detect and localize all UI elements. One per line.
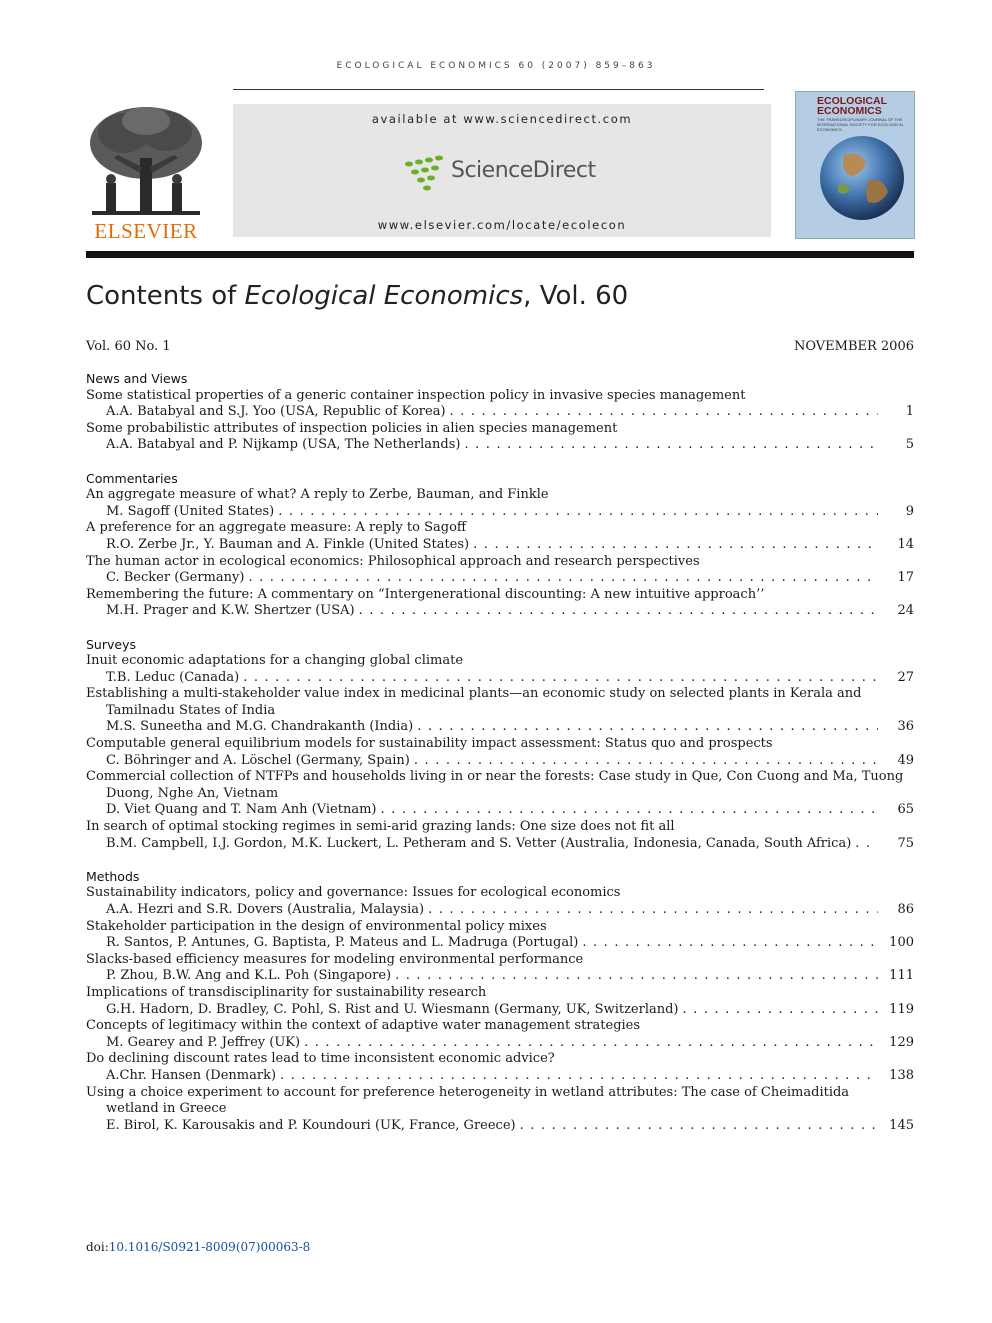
article-authors-line bbox=[86, 504, 914, 521]
article-authors: C. Becker (Germany) bbox=[106, 570, 245, 586]
article-authors: M. Gearey and P. Jeffrey (UK) bbox=[106, 1034, 301, 1050]
leader-dots bbox=[582, 935, 878, 952]
article-authors: A.A. Batabyal and S.J. Yoo (USA, Republic of Korea) bbox=[106, 404, 446, 420]
article-page-number[interactable]: 24 bbox=[897, 603, 914, 619]
section-heading: Commentaries bbox=[86, 470, 178, 486]
article-title[interactable]: Do declining discount rates lead to time inconsistent economic advice? bbox=[86, 1051, 555, 1067]
leader-dots bbox=[417, 719, 878, 736]
article-page-number[interactable]: 17 bbox=[897, 570, 914, 586]
leader-dots bbox=[278, 504, 878, 521]
article-page-number[interactable]: 65 bbox=[897, 802, 914, 818]
article-authors-line bbox=[86, 753, 914, 770]
article-title[interactable]: The human actor in ecological economics: Philosophical approach and research perspectives bbox=[86, 553, 700, 569]
doi-line: doi:10.1016/S0921-8009(07)00063-8 bbox=[86, 1240, 311, 1254]
section-heading: Surveys bbox=[86, 636, 136, 652]
article-page-number[interactable]: 129 bbox=[889, 1034, 914, 1050]
leader-dots bbox=[520, 1118, 878, 1135]
page-title: Contents of Ecological Economics, Vol. 60 bbox=[86, 281, 629, 311]
article-page-number[interactable]: 145 bbox=[889, 1117, 914, 1133]
article-authors: C. Böhringer and A. Löschel (Germany, Spain) bbox=[106, 752, 410, 768]
article-title[interactable]: Sustainability indicators, policy and governance: Issues for ecological economics bbox=[86, 885, 621, 901]
article-authors: B.M. Campbell, I.J. Gordon, M.K. Luckert, L. Petheram and S. Vetter (Australia, Indonesia, Canada, South Africa) bbox=[106, 835, 852, 851]
sciencedirect-logo bbox=[399, 150, 609, 194]
article-title[interactable]: An aggregate measure of what? A reply to Zerbe, Bauman, and Finkle bbox=[86, 487, 549, 503]
article-authors: M.H. Prager and K.W. Shertzer (USA) bbox=[106, 603, 355, 619]
article-title[interactable]: Using a choice experiment to account for preference heterogeneity in wetland attributes: The case of Cheimaditida bbox=[86, 1084, 850, 1100]
cover-subtitle: THE TRANSDISCIPLINARY JOURNAL OF THE INTERNATIONAL SOCIETY FOR ECOLOGICAL ECONOMICS bbox=[817, 117, 904, 132]
issue-date: NOVEMBER 2006 bbox=[793, 339, 914, 354]
section-heading: Methods bbox=[86, 868, 140, 884]
article-page-number[interactable]: 36 bbox=[897, 719, 914, 735]
article-title-continued[interactable]: Tamilnadu States of India bbox=[106, 702, 276, 718]
article-title[interactable]: Concepts of legitimacy within the context of adaptive water management strategies bbox=[86, 1018, 641, 1034]
available-at-text[interactable]: available at www.sciencedirect.com bbox=[371, 112, 633, 126]
leader-dots bbox=[280, 1068, 878, 1085]
article-page-number[interactable]: 100 bbox=[889, 935, 914, 951]
journal-cover bbox=[795, 91, 915, 239]
article-title[interactable]: Implications of transdisciplinarity for sustainability research bbox=[86, 984, 487, 1000]
article-authors: G.H. Hadorn, D. Bradley, C. Pohl, S. Rist and U. Wiesmann (Germany, UK, Switzerland) bbox=[106, 1001, 679, 1017]
article-authors-line bbox=[86, 437, 914, 454]
leader-dots bbox=[248, 570, 878, 587]
article-page-number[interactable]: 111 bbox=[889, 968, 914, 984]
article-authors-line bbox=[86, 935, 914, 952]
article-authors-line bbox=[86, 404, 914, 421]
article-authors: E. Birol, K. Karousakis and P. Koundouri (UK, France, Greece) bbox=[106, 1117, 516, 1133]
article-title[interactable]: Inuit economic adaptations for a changing global climate bbox=[86, 653, 464, 669]
article-title[interactable]: In search of optimal stocking regimes in semi-arid grazing lands: One size does not fit all bbox=[86, 819, 675, 835]
article-page-number[interactable]: 49 bbox=[897, 752, 914, 768]
article-authors-line bbox=[86, 802, 914, 819]
article-authors-line bbox=[86, 968, 914, 985]
article-authors: M.S. Suneetha and M.G. Chandrakanth (India) bbox=[106, 719, 414, 735]
leader-dots bbox=[464, 437, 878, 454]
toc-section bbox=[86, 869, 914, 1135]
article-authors-line bbox=[86, 1035, 914, 1052]
article-authors-line bbox=[86, 719, 914, 736]
journal-url[interactable]: www.elsevier.com/locate/ecolecon bbox=[377, 218, 627, 232]
leader-dots bbox=[683, 1002, 878, 1019]
toc-section bbox=[86, 371, 914, 454]
section-heading: News and Views bbox=[86, 371, 188, 386]
article-authors: D. Viet Quang and T. Nam Anh (Vietnam) bbox=[106, 802, 377, 818]
article-page-number[interactable]: 9 bbox=[905, 503, 914, 519]
doi-link[interactable]: 10.1016/S0921-8009(07)00063-8 bbox=[108, 1240, 311, 1254]
article-title-continued[interactable]: wetland in Greece bbox=[106, 1101, 227, 1117]
sciencedirect-banner bbox=[233, 104, 771, 237]
header-thick-rule bbox=[86, 251, 914, 258]
article-authors: R. Santos, P. Antunes, G. Baptista, P. Mateus and L. Madruga (Portugal) bbox=[106, 935, 579, 951]
article-page-number[interactable]: 5 bbox=[905, 437, 914, 453]
journal-running-head: ECOLOGICAL ECONOMICS 60 (2007) 859–863 bbox=[336, 61, 656, 71]
article-title[interactable]: Slacks-based efficiency measures for modeling environmental performance bbox=[86, 951, 584, 967]
article-page-number[interactable]: 27 bbox=[897, 669, 914, 685]
article-page-number[interactable]: 119 bbox=[889, 1001, 914, 1017]
article-page-number[interactable]: 14 bbox=[897, 536, 914, 552]
article-authors-line bbox=[86, 537, 914, 554]
article-authors-line bbox=[86, 670, 914, 687]
article-title[interactable]: Computable general equilibrium models for sustainability impact assessment: Status quo and prospects bbox=[86, 736, 773, 752]
article-authors-line bbox=[86, 1002, 914, 1019]
sciencedirect-wordmark: ScienceDirect bbox=[451, 158, 596, 183]
article-authors: A.Chr. Hansen (Denmark) bbox=[106, 1067, 277, 1083]
article-authors-line bbox=[86, 1118, 914, 1135]
toc-section bbox=[86, 637, 914, 853]
leader-dots bbox=[473, 537, 878, 554]
leader-dots bbox=[855, 836, 878, 853]
sciencedirect-dots-icon bbox=[399, 150, 449, 194]
article-authors-line bbox=[86, 1068, 914, 1085]
article-title[interactable]: Remembering the future: A commentary on “Intergenerational discounting: A new intuitive approach’’ bbox=[86, 586, 765, 602]
leader-dots bbox=[359, 603, 878, 620]
leader-dots bbox=[243, 670, 878, 687]
article-authors: R.O. Zerbe Jr., Y. Bauman and A. Finkle (United States) bbox=[106, 536, 470, 552]
globe-icon bbox=[814, 130, 910, 226]
article-authors-line bbox=[86, 603, 914, 620]
leader-dots bbox=[450, 404, 878, 421]
article-authors: A.A. Batabyal and P. Nijkamp (USA, The Netherlands) bbox=[106, 437, 461, 453]
article-page-number[interactable]: 1 bbox=[905, 404, 914, 420]
article-page-number[interactable]: 75 bbox=[897, 835, 914, 851]
article-title[interactable]: Some statistical properties of a generic container inspection policy in invasive species management bbox=[86, 387, 746, 403]
article-authors-line bbox=[86, 836, 914, 853]
leader-dots bbox=[395, 968, 878, 985]
issue-label: Vol. 60 No. 1 bbox=[86, 339, 171, 354]
article-authors: T.B. Leduc (Canada) bbox=[106, 669, 240, 685]
article-authors-line bbox=[86, 902, 914, 919]
article-title[interactable]: A preference for an aggregate measure: A reply to Sagoff bbox=[86, 520, 467, 536]
article-title[interactable]: Some probabilistic attributes of inspection policies in alien species management bbox=[86, 420, 618, 436]
header-rule bbox=[233, 89, 764, 90]
toc-section bbox=[86, 471, 914, 620]
article-title[interactable]: Commercial collection of NTFPs and households living in or near the forests: Case study in Que, Con Cuong and Ma, Tuong bbox=[86, 769, 904, 785]
article-page-number[interactable]: 138 bbox=[889, 1067, 914, 1083]
article-title-continued[interactable]: Duong, Nghe An, Vietnam bbox=[106, 785, 279, 801]
leader-dots bbox=[304, 1035, 878, 1052]
cover-title: ECOLOGICAL ECONOMICS bbox=[817, 95, 887, 117]
table-of-contents bbox=[86, 371, 914, 1151]
leader-dots bbox=[414, 753, 878, 770]
leader-dots bbox=[380, 802, 878, 819]
article-title[interactable]: Stakeholder participation in the design of environmental policy mixes bbox=[86, 918, 547, 934]
article-page-number[interactable]: 86 bbox=[897, 902, 914, 917]
article-authors: P. Zhou, B.W. Ang and K.L. Poh (Singapore) bbox=[106, 968, 392, 984]
article-authors: A.A. Hezri and S.R. Dovers (Australia, Malaysia) bbox=[106, 902, 425, 917]
leader-dots bbox=[428, 902, 878, 919]
elsevier-wordmark: ELSEVIER bbox=[94, 219, 198, 243]
article-authors-line bbox=[86, 570, 914, 587]
article-authors: M. Sagoff (United States) bbox=[106, 503, 275, 519]
article-title[interactable]: Establishing a multi-stakeholder value index in medicinal plants—an economic study on selected plants in Kerala and bbox=[86, 686, 862, 702]
